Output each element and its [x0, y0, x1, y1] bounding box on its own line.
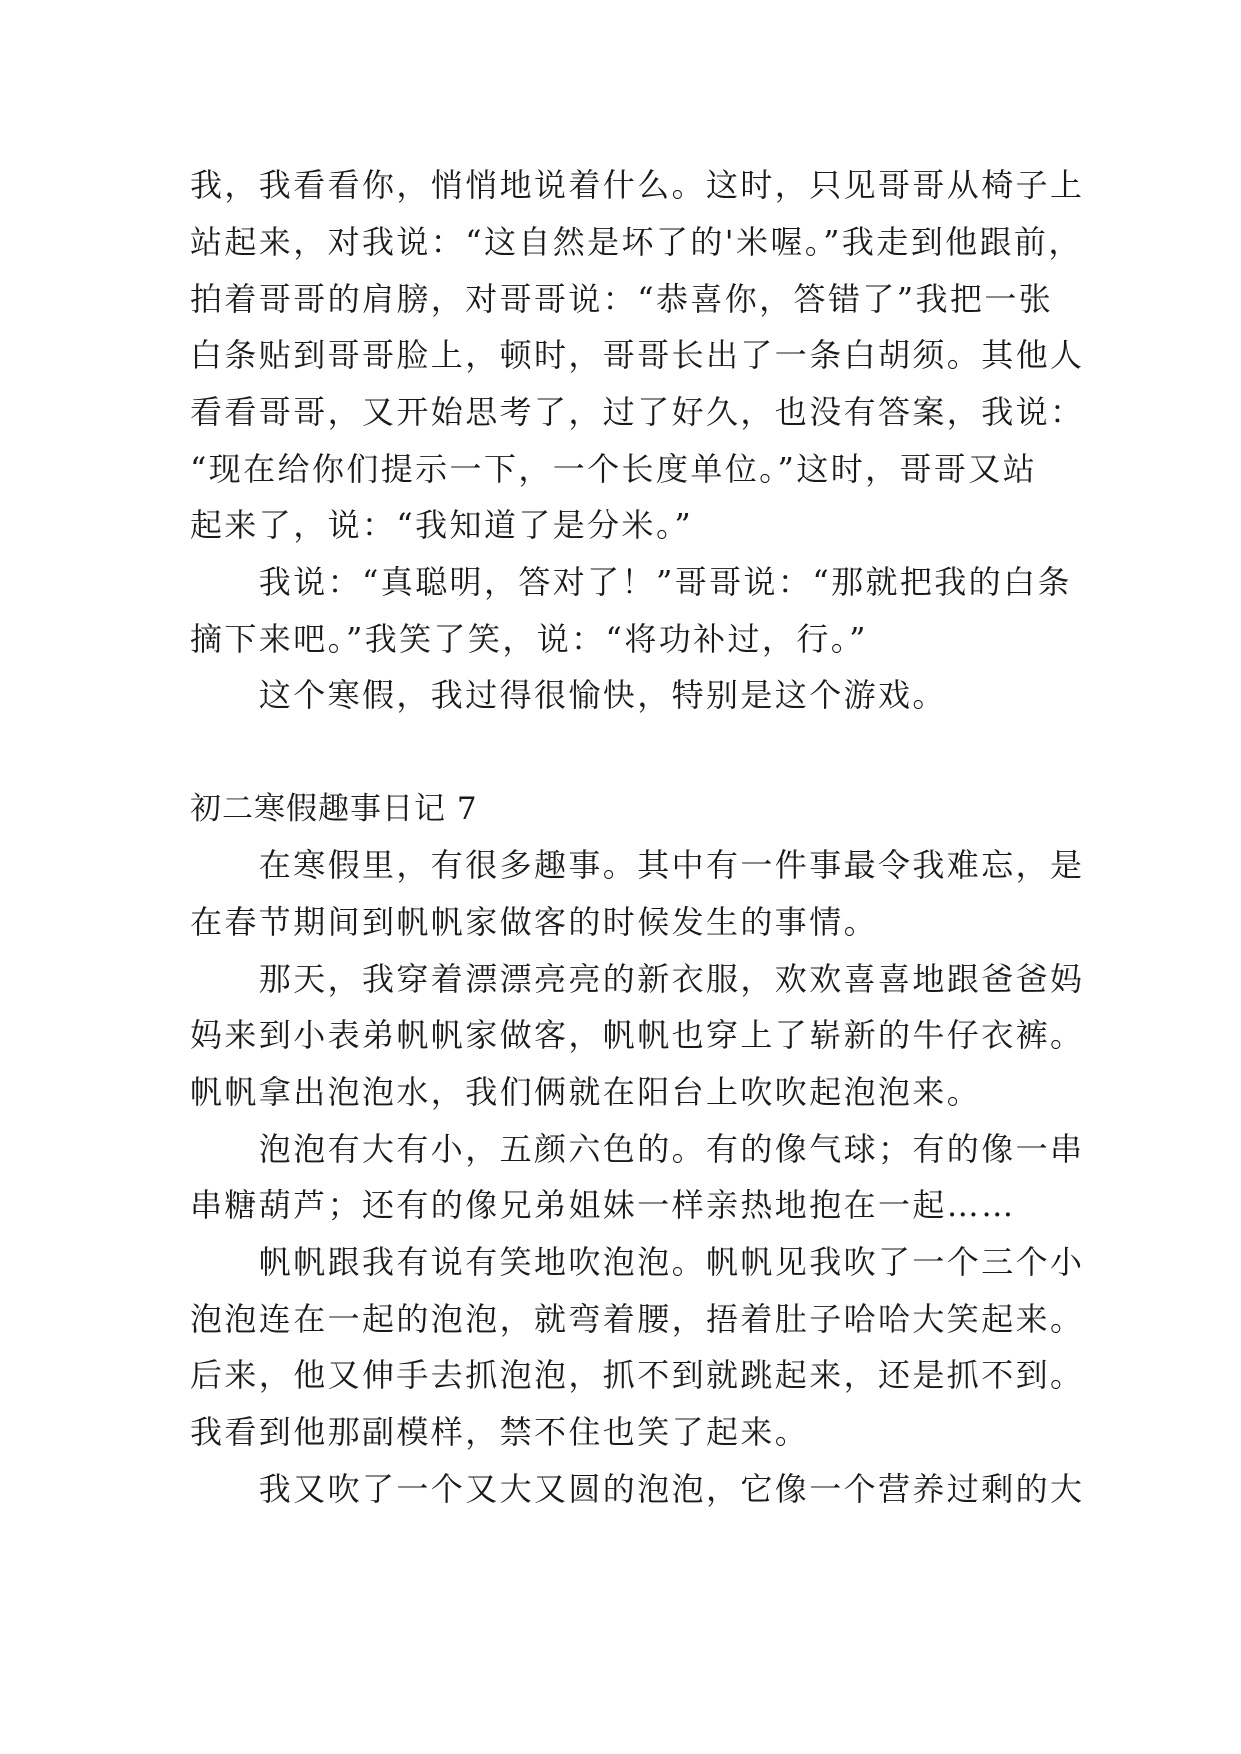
text-line-12: 在春节期间到帆帆家做客的时候发生的事情。: [190, 903, 879, 941]
text-line-11: 在寒假里，有很多趣事。其中有一件事最令我难忘，是: [190, 846, 1085, 884]
text-line-20: 后来，他又伸手去抓泡泡，抓不到就跳起来，还是抓不到。: [190, 1356, 1085, 1394]
text-line-10: 这个寒假，我过得很愉快，特别是这个游戏。: [190, 676, 947, 714]
text-line-3: 拍着哥哥的肩膀，对哥哥说：“恭喜你，答错了”我把一张: [190, 280, 1054, 318]
text-line-19: 泡泡连在一起的泡泡，就弯着腰，捂着肚子哈哈大笑起来。: [190, 1300, 1085, 1338]
text-line-18: 帆帆跟我有说有笑地吹泡泡。帆帆见我吹了一个三个小: [190, 1243, 1085, 1281]
text-line-7: 起来了，说：“我知道了是分米。”: [190, 506, 694, 544]
text-line-21: 我看到他那副模样，禁不住也笑了起来。: [190, 1413, 810, 1451]
text-line-2: 站起来，对我说：“这自然是坏了的'米喔。”我走到他跟前，: [190, 223, 1083, 261]
text-line-17: 串糖葫芦；还有的像兄弟姐妹一样亲热地抱在一起……: [190, 1186, 1016, 1224]
text-line-16: 泡泡有大有小，五颜六色的。有的像气球；有的像一串: [190, 1130, 1085, 1168]
text-line-8: 我说：“真聪明，答对了！”哥哥说：“那就把我的白条: [190, 563, 1072, 601]
text-line-13: 那天，我穿着漂漂亮亮的新衣服，欢欢喜喜地跟爸爸妈: [190, 960, 1085, 998]
text-line-5: 看看哥哥，又开始思考了，过了好久，也没有答案，我说：: [190, 393, 1085, 431]
text-line-9: 摘下来吧。”我笑了笑，说：“将功补过，行。”: [190, 620, 868, 658]
text-line-22: 我又吹了一个又大又圆的泡泡，它像一个营养过剩的大: [190, 1470, 1085, 1508]
text-line-1: 我，我看看你，悄悄地说着什么。这时，只见哥哥从椅子上: [190, 166, 1085, 204]
text-line-14: 妈来到小表弟帆帆家做客，帆帆也穿上了崭新的牛仔衣裤。: [190, 1016, 1085, 1054]
text-line-6: “现在给你们提示一下，一个长度单位。”这时，哥哥又站: [190, 450, 1038, 488]
text-line-4: 白条贴到哥哥脸上，顿时，哥哥长出了一条白胡须。其他人: [190, 336, 1085, 374]
section-heading: 初二寒假趣事日记 7: [190, 791, 478, 827]
text-line-15: 帆帆拿出泡泡水，我们俩就在阳台上吹吹起泡泡来。: [190, 1073, 982, 1111]
